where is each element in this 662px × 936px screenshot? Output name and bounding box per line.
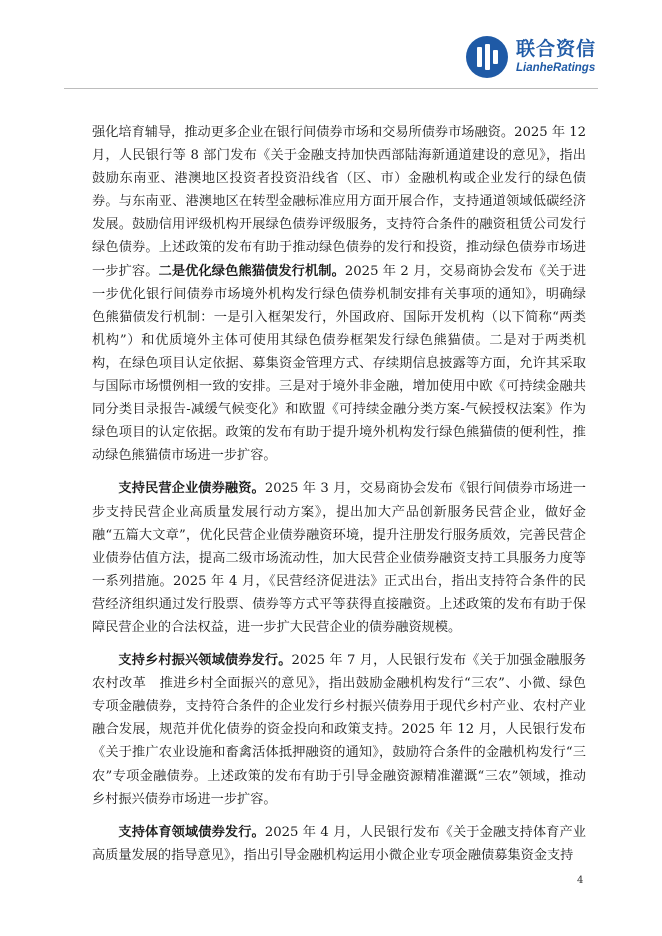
- brand-name-en: LianheRatings: [515, 61, 596, 74]
- paragraph-rural-revitalization-bonds: [92, 649, 586, 811]
- paragraph-green-bonds: [92, 121, 586, 467]
- page-number: 4: [577, 875, 584, 886]
- paragraph-sports-bonds: [92, 821, 586, 867]
- paragraph-lead-heading: 支持体育领域债券发行。: [118, 824, 265, 840]
- paragraph-text: 2025 年 4 月，人民银行发布《关于金融支持体育产业高质量发展的指导意见》，指出引导金融机构运用小微企业专项金融债募集资金支持: [92, 824, 586, 863]
- lianhe-logo-icon: [466, 36, 508, 78]
- paragraph-private-enterprise-bonds: [92, 477, 586, 639]
- paragraph-text: 2025 年 2 月，交易商协会发布《关于进一步优化银行间债券市场境外机构发行绿色债券机制安排有关事项的通知》，明确绿色熊猫债发行机制：一是引入框架发行，外国政府、国际开发机构（以下简称“两类机构”）和优质境外主体可使用其绿色债券框架发行绿色熊猫债。二是对于两类机构，在绿色项目认定依据、募集资金管理方式、存续期信息披露等方面，允许其采取与国际市场惯例相一致的安排。三是对于境外非金融，增加使用中欧《可持续金融共同分类目录报告-减缓气候变化》和欧盟《可持续金融分类方案-气候授权法案》作为绿色项目的认定依据。政策的发布有助于提升境外机构发行绿色熊猫债的便利性，推动绿色熊猫债市场进一步扩容。: [92, 263, 587, 464]
- page-header: [466, 36, 596, 78]
- paragraph-lead-heading: 支持民营企业债券融资。: [118, 481, 265, 497]
- paragraph-text: 2025 年 3 月，交易商协会发布《银行间债券市场进一步支持民营企业高质量发展行动方案》，提出加大产品创新服务民营企业，做好金融“五篇大文章”，优化民营企业债券融资环境，提升注册发行服务质效，完善民营企业债券估值方法，提高二级市场流动性，加大民营企业债券融资支持工具服务力度等一系列措施。2025 年 4 月，《民营经济促进法》正式出台，指出支持符合条件的民营经济组织通过发行股票、债券等方式平等获得直接融资。上述政策的发布有助于保障民营企业的合法权益，进一步扩大民营企业的债券融资规模。: [92, 481, 586, 635]
- paragraph-lead-heading: 支持乡村振兴领域债券发行。: [118, 653, 292, 669]
- paragraph-text: 强化培育辅导，推动更多企业在银行间债券市场和交易所债券市场融资。2025 年 12 月，人民银行等 8 部门发布《关于金融支持加快西部陆海新通道建设的意见》，指出鼓励东南亚、港澳地区投资者投资沿线省（区、市）金融机构或企业发行的绿色债券。与东南亚、港澳地区在转型金融标准应用方面开展合作，支持通道领域低碳经济发展。鼓励信用评级机构开展绿色债券评级服务，支持符合条件的融资租赁公司发行绿色债券。上述政策的发布有助于推动绿色债券的发行和投资，推动绿色债券市场进一步扩容。: [92, 125, 586, 279]
- paragraph-lead-heading: 二是优化绿色熊猫债发行机制。: [158, 263, 345, 279]
- document-body: [92, 121, 586, 877]
- brand-name-cn: 联合资信: [515, 37, 596, 60]
- brand-logo-text: [515, 37, 596, 75]
- paragraph-text: 2025 年 7 月，人民银行发布《关于加强金融服务农村改革 推进乡村全面振兴的意见》，指出鼓励金融机构发行“三农”、小微、绿色专项金融债券，支持符合条件的企业发行乡村振兴债券用于现代乡村产业、农村产业融合发展，规范并优化债券的资金投向和政策支持。2025 年 12 月，人民银行发布《关于推广农业设施和畜禽活体抵押融资的通知》，鼓励符合条件的金融机构发行“三农”专项金融债券。上述政策的发布有助于引导金融资源精准灌溉“三农”领域，推动乡村振兴债券市场进一步扩容。: [92, 653, 587, 807]
- header-divider: [64, 88, 598, 89]
